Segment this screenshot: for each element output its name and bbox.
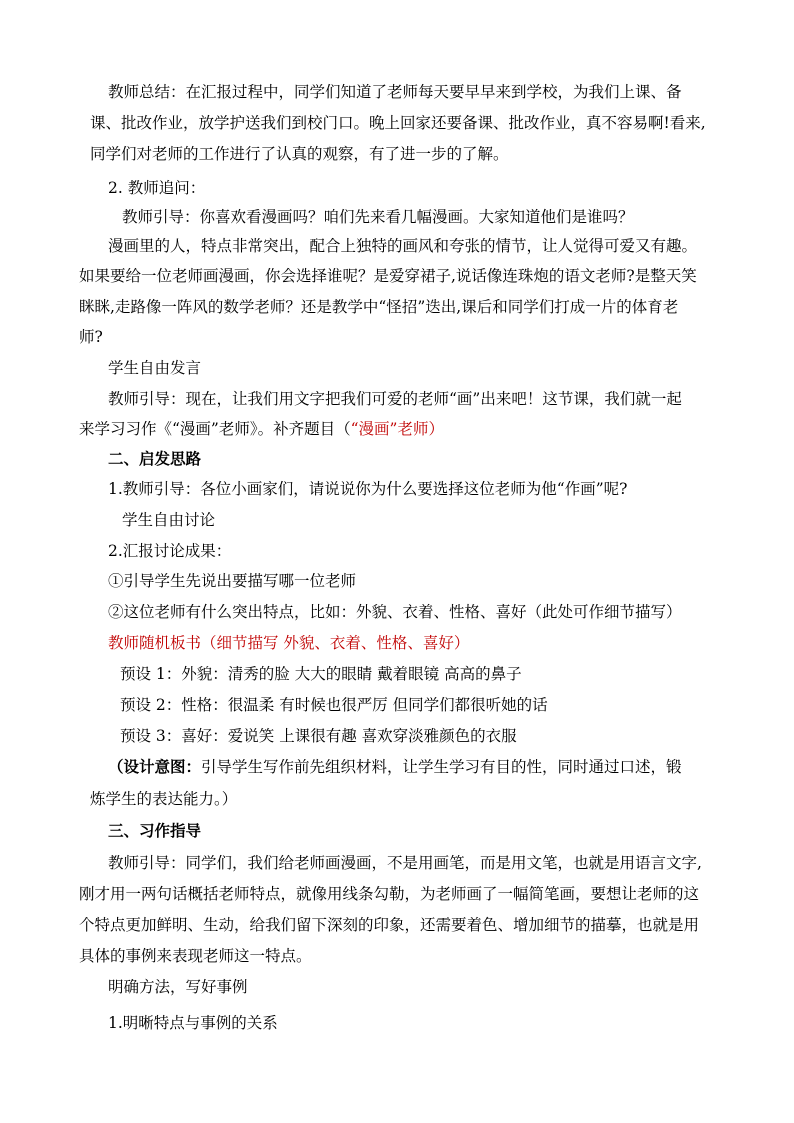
comic-intro-line-4: 师?: [79, 328, 103, 346]
guidance-line-4: 具体的事例来表现老师这一特点。: [79, 947, 312, 965]
guidance-line-1: 教师引导：同学们，我们给老师画漫画，不是用画笔，而是用文笔，也就是用语言文字,: [108, 854, 702, 872]
item-1-guide: 1.教师引导：各位小画家们，请说说你为什么要选择这位老师为他“作画”呢?: [108, 480, 628, 498]
circle-2-line: ②这位老师有什么突出特点，比如：外貌、衣着、性格、喜好（此处可作细节描写）: [108, 603, 682, 621]
design-intent-line-2: 炼学生的表达能力。）: [90, 790, 238, 808]
design-intent-label: （设计意图：: [108, 757, 202, 776]
guide-question-line: 教师引导：你喜欢看漫画吗？咱们先来看几幅漫画。大家知道他们是谁吗？: [122, 208, 634, 226]
summary-line-1: 教师总结：在汇报过程中，同学们知道了老师每天要早早来到学校，为我们上课、备: [108, 83, 682, 101]
free-speech-line: 学生自由发言: [108, 359, 202, 377]
item-2-report: 2.汇报讨论成果：: [108, 542, 232, 560]
preset-2-line: 预设 2：性格：很温柔 有时候也很严厉 但同学们都很听她的话: [120, 696, 548, 714]
summary-line-3: 同学们对老师的工作进行了认真的观察，有了进一步的了解。: [90, 145, 509, 163]
comic-intro-line-2: 如果要给一位老师画漫画，你会选择谁呢？是爱穿裙子,说话像连珠炮的语文老师?是整天笑: [79, 267, 697, 285]
design-intent-line-1: [108, 756, 682, 778]
guide-draw-line-1: 教师引导：现在，让我们用文字把我们可爱的老师“画”出来吧！这节课，我们就一起: [108, 390, 682, 408]
section-3-heading: 三、习作指导: [108, 821, 202, 840]
section-2-heading: 二、启发思路: [108, 449, 202, 468]
comic-intro-line-3: 眯眯,走路像一阵风的数学老师？还是教学中“怪招”迭出,课后和同学们打成一片的体育老: [79, 298, 679, 316]
preset-3-line: 预设 3：喜好：爱说笑 上课很有趣 喜欢穿淡雅颜色的衣服: [120, 727, 517, 745]
item-2-heading: 2. 教师追问：: [108, 179, 206, 197]
preset-1-line: 预设 1：外貌：清秀的脸 大大的眼睛 戴着眼镜 高高的鼻子: [120, 665, 522, 683]
free-discussion-line: 学生自由讨论: [122, 511, 216, 529]
comic-intro-line-1: 漫画里的人，特点非常突出，配合上独特的画风和夸张的情节，让人觉得可爱又有趣。: [108, 237, 698, 255]
summary-line-2: 课、批改作业，放学护送我们到校门口。晚上回家还要备课、批改作业，真不容易啊!看来,: [90, 114, 706, 132]
board-writing-line: 教师随机板书（细节描写 外貌、衣着、性格、喜好）: [108, 634, 470, 652]
circle-1-line: ①引导学生先说出要描写哪一位老师: [108, 572, 357, 590]
title-fill-text: 来学习习作《“漫画”老师》。补齐题目（: [79, 420, 351, 438]
relation-heading: 1.明晰特点与事例的关系: [108, 1014, 278, 1032]
design-intent-text: 引导学生写作前先组织材料，让学生学习有目的性，同时通过口述，锻: [201, 758, 682, 776]
guidance-line-3: 个特点更加鲜明、生动，给我们留下深刻的印象，还需要着色、增加细节的描摹，也就是用: [79, 916, 700, 934]
title-fill-red: “漫画”老师）: [350, 420, 444, 438]
guide-draw-line-2: [79, 418, 444, 440]
method-line: 明确方法，写好事例: [108, 978, 248, 996]
guidance-line-2: 刚才用一两句话概括老师特点，就像用线条勾勒，为老师画了一幅简笔画，要想让老师的这: [79, 885, 700, 903]
